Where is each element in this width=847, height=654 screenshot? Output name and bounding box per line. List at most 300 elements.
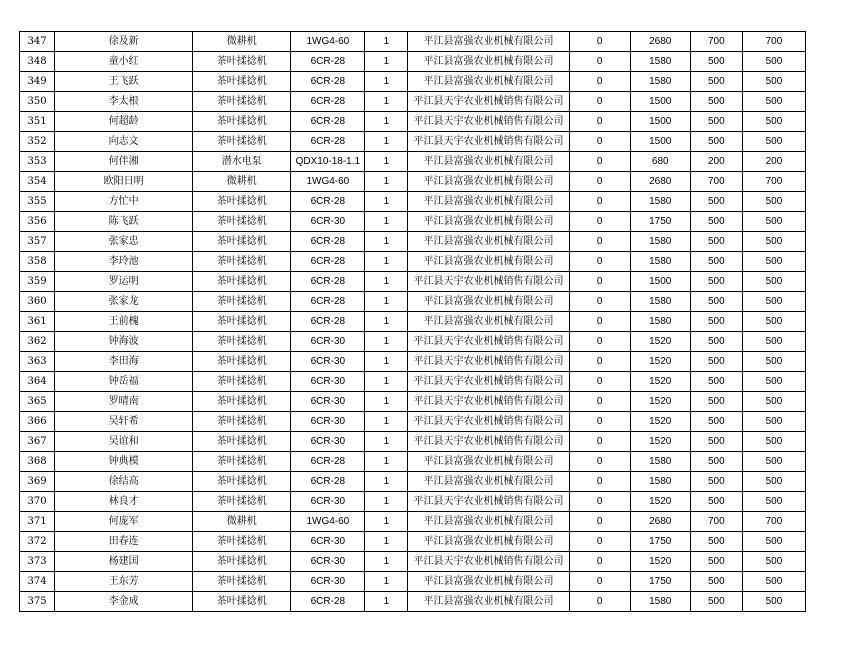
- dealer-cell: 平江县富强农业机械有限公司: [408, 572, 569, 592]
- subsidy-table: [19, 31, 806, 612]
- subsidy-a-cell: 700: [690, 172, 742, 192]
- price-cell: 680: [630, 152, 690, 172]
- quantity-cell: 1: [365, 532, 408, 552]
- model-cell: 1WG4-60: [291, 512, 365, 532]
- table-row: [20, 332, 806, 352]
- quantity-cell: 1: [365, 352, 408, 372]
- price-cell: 1520: [630, 492, 690, 512]
- row-number-cell: 375: [20, 592, 55, 612]
- table-row: [20, 132, 806, 152]
- col-zero-cell: 0: [569, 392, 630, 412]
- farmer-name-cell: 李玲池: [55, 252, 193, 272]
- subsidy-b-cell: 500: [742, 252, 805, 272]
- machine-type-cell: 茶叶揉捻机: [193, 552, 291, 572]
- price-cell: 1520: [630, 352, 690, 372]
- quantity-cell: 1: [365, 392, 408, 412]
- machine-type-cell: 茶叶揉捻机: [193, 572, 291, 592]
- model-cell: 1WG4-60: [291, 32, 365, 52]
- machine-type-cell: 茶叶揉捻机: [193, 592, 291, 612]
- col-zero-cell: 0: [569, 252, 630, 272]
- model-cell: 6CR-28: [291, 252, 365, 272]
- farmer-name-cell: 李金成: [55, 592, 193, 612]
- row-number-cell: 370: [20, 492, 55, 512]
- quantity-cell: 1: [365, 552, 408, 572]
- farmer-name-cell: 陈飞跃: [55, 212, 193, 232]
- model-cell: 6CR-28: [291, 112, 365, 132]
- row-number-cell: 373: [20, 552, 55, 572]
- farmer-name-cell: 徐及新: [55, 32, 193, 52]
- table-row: [20, 232, 806, 252]
- row-number-cell: 349: [20, 72, 55, 92]
- machine-type-cell: 茶叶揉捻机: [193, 212, 291, 232]
- subsidy-a-cell: 500: [690, 252, 742, 272]
- subsidy-b-cell: 500: [742, 192, 805, 212]
- price-cell: 1500: [630, 272, 690, 292]
- col-zero-cell: 0: [569, 312, 630, 332]
- price-cell: 1580: [630, 232, 690, 252]
- price-cell: 1580: [630, 52, 690, 72]
- farmer-name-cell: 吴谊和: [55, 432, 193, 452]
- col-zero-cell: 0: [569, 272, 630, 292]
- model-cell: 6CR-30: [291, 432, 365, 452]
- quantity-cell: 1: [365, 32, 408, 52]
- price-cell: 1580: [630, 292, 690, 312]
- row-number-cell: 355: [20, 192, 55, 212]
- table-row: [20, 32, 806, 52]
- price-cell: 1500: [630, 92, 690, 112]
- machine-type-cell: 微耕机: [193, 32, 291, 52]
- subsidy-a-cell: 200: [690, 152, 742, 172]
- col-zero-cell: 0: [569, 92, 630, 112]
- price-cell: 1520: [630, 552, 690, 572]
- dealer-cell: 平江县天宇农业机械销售有限公司: [408, 552, 569, 572]
- row-number-cell: 364: [20, 372, 55, 392]
- model-cell: 6CR-28: [291, 592, 365, 612]
- row-number-cell: 374: [20, 572, 55, 592]
- dealer-cell: 平江县富强农业机械有限公司: [408, 592, 569, 612]
- row-number-cell: 372: [20, 532, 55, 552]
- price-cell: 1520: [630, 332, 690, 352]
- quantity-cell: 1: [365, 112, 408, 132]
- price-cell: 1500: [630, 132, 690, 152]
- farmer-name-cell: 罗晴南: [55, 392, 193, 412]
- machine-type-cell: 茶叶揉捻机: [193, 452, 291, 472]
- col-zero-cell: 0: [569, 232, 630, 252]
- row-number-cell: 356: [20, 212, 55, 232]
- row-number-cell: 359: [20, 272, 55, 292]
- row-number-cell: 365: [20, 392, 55, 412]
- machine-type-cell: 茶叶揉捻机: [193, 352, 291, 372]
- quantity-cell: 1: [365, 292, 408, 312]
- dealer-cell: 平江县富强农业机械有限公司: [408, 312, 569, 332]
- machine-type-cell: 茶叶揉捻机: [193, 412, 291, 432]
- dealer-cell: 平江县天宇农业机械销售有限公司: [408, 392, 569, 412]
- col-zero-cell: 0: [569, 72, 630, 92]
- price-cell: 1750: [630, 572, 690, 592]
- dealer-cell: 平江县富强农业机械有限公司: [408, 452, 569, 472]
- price-cell: 1580: [630, 72, 690, 92]
- price-cell: 1580: [630, 592, 690, 612]
- model-cell: 6CR-30: [291, 332, 365, 352]
- subsidy-a-cell: 500: [690, 312, 742, 332]
- subsidy-a-cell: 500: [690, 192, 742, 212]
- farmer-name-cell: 田春连: [55, 532, 193, 552]
- price-cell: 1580: [630, 192, 690, 212]
- model-cell: 6CR-30: [291, 532, 365, 552]
- row-number-cell: 360: [20, 292, 55, 312]
- subsidy-a-cell: 700: [690, 512, 742, 532]
- machine-type-cell: 茶叶揉捻机: [193, 492, 291, 512]
- subsidy-b-cell: 500: [742, 532, 805, 552]
- table-row: [20, 392, 806, 412]
- subsidy-b-cell: 700: [742, 512, 805, 532]
- price-cell: 1520: [630, 392, 690, 412]
- farmer-name-cell: 王前槐: [55, 312, 193, 332]
- subsidy-a-cell: 500: [690, 532, 742, 552]
- table-row: [20, 532, 806, 552]
- model-cell: 6CR-28: [291, 272, 365, 292]
- model-cell: 6CR-30: [291, 352, 365, 372]
- table-row: [20, 272, 806, 292]
- subsidy-a-cell: 500: [690, 572, 742, 592]
- table-row: [20, 312, 806, 332]
- dealer-cell: 平江县富强农业机械有限公司: [408, 512, 569, 532]
- quantity-cell: 1: [365, 52, 408, 72]
- subsidy-b-cell: 500: [742, 372, 805, 392]
- model-cell: 6CR-28: [291, 292, 365, 312]
- row-number-cell: 350: [20, 92, 55, 112]
- subsidy-a-cell: 500: [690, 212, 742, 232]
- machine-type-cell: 茶叶揉捻机: [193, 232, 291, 252]
- col-zero-cell: 0: [569, 332, 630, 352]
- row-number-cell: 348: [20, 52, 55, 72]
- machine-type-cell: 茶叶揉捻机: [193, 252, 291, 272]
- col-zero-cell: 0: [569, 592, 630, 612]
- machine-type-cell: 茶叶揉捻机: [193, 292, 291, 312]
- farmer-name-cell: 钟海波: [55, 332, 193, 352]
- subsidy-b-cell: 500: [742, 92, 805, 112]
- quantity-cell: 1: [365, 572, 408, 592]
- price-cell: 2680: [630, 172, 690, 192]
- col-zero-cell: 0: [569, 472, 630, 492]
- table-row: [20, 372, 806, 392]
- dealer-cell: 平江县天宇农业机械销售有限公司: [408, 352, 569, 372]
- row-number-cell: 362: [20, 332, 55, 352]
- subsidy-b-cell: 500: [742, 432, 805, 452]
- col-zero-cell: 0: [569, 452, 630, 472]
- farmer-name-cell: 钟典模: [55, 452, 193, 472]
- subsidy-b-cell: 500: [742, 272, 805, 292]
- farmer-name-cell: 张家忠: [55, 232, 193, 252]
- farmer-name-cell: 欧阳日明: [55, 172, 193, 192]
- row-number-cell: 363: [20, 352, 55, 372]
- price-cell: 1580: [630, 472, 690, 492]
- dealer-cell: 平江县富强农业机械有限公司: [408, 32, 569, 52]
- col-zero-cell: 0: [569, 352, 630, 372]
- table-row: [20, 492, 806, 512]
- table-row: [20, 92, 806, 112]
- quantity-cell: 1: [365, 72, 408, 92]
- subsidy-a-cell: 500: [690, 452, 742, 472]
- subsidy-b-cell: 500: [742, 392, 805, 412]
- farmer-name-cell: 何超龄: [55, 112, 193, 132]
- quantity-cell: 1: [365, 92, 408, 112]
- col-zero-cell: 0: [569, 52, 630, 72]
- dealer-cell: 平江县天宇农业机械销售有限公司: [408, 332, 569, 352]
- quantity-cell: 1: [365, 332, 408, 352]
- price-cell: 1520: [630, 412, 690, 432]
- quantity-cell: 1: [365, 132, 408, 152]
- col-zero-cell: 0: [569, 512, 630, 532]
- farmer-name-cell: 向志文: [55, 132, 193, 152]
- farmer-name-cell: 林良才: [55, 492, 193, 512]
- model-cell: 6CR-28: [291, 452, 365, 472]
- table-row: [20, 592, 806, 612]
- subsidy-a-cell: 500: [690, 112, 742, 132]
- row-number-cell: 371: [20, 512, 55, 532]
- table-row: [20, 512, 806, 532]
- model-cell: QDX10-18-1.1: [291, 152, 365, 172]
- subsidy-a-cell: 500: [690, 552, 742, 572]
- subsidy-a-cell: 500: [690, 292, 742, 312]
- row-number-cell: 357: [20, 232, 55, 252]
- model-cell: 1WG4-60: [291, 172, 365, 192]
- price-cell: 1520: [630, 432, 690, 452]
- table-row: [20, 72, 806, 92]
- farmer-name-cell: 何庞军: [55, 512, 193, 532]
- dealer-cell: 平江县富强农业机械有限公司: [408, 252, 569, 272]
- farmer-name-cell: 王飞跃: [55, 72, 193, 92]
- subsidy-a-cell: 500: [690, 432, 742, 452]
- col-zero-cell: 0: [569, 372, 630, 392]
- quantity-cell: 1: [365, 272, 408, 292]
- row-number-cell: 361: [20, 312, 55, 332]
- model-cell: 6CR-30: [291, 492, 365, 512]
- machine-type-cell: 茶叶揉捻机: [193, 372, 291, 392]
- row-number-cell: 354: [20, 172, 55, 192]
- table-row: [20, 432, 806, 452]
- table-body: [20, 32, 806, 612]
- dealer-cell: 平江县富强农业机械有限公司: [408, 152, 569, 172]
- col-zero-cell: 0: [569, 32, 630, 52]
- dealer-cell: 平江县富强农业机械有限公司: [408, 52, 569, 72]
- quantity-cell: 1: [365, 172, 408, 192]
- model-cell: 6CR-28: [291, 72, 365, 92]
- table-row: [20, 352, 806, 372]
- row-number-cell: 353: [20, 152, 55, 172]
- subsidy-b-cell: 500: [742, 212, 805, 232]
- machine-type-cell: 潜水电泵: [193, 152, 291, 172]
- price-cell: 1580: [630, 252, 690, 272]
- machine-type-cell: 微耕机: [193, 512, 291, 532]
- subsidy-a-cell: 500: [690, 392, 742, 412]
- dealer-cell: 平江县天宇农业机械销售有限公司: [408, 412, 569, 432]
- quantity-cell: 1: [365, 412, 408, 432]
- machine-type-cell: 茶叶揉捻机: [193, 332, 291, 352]
- farmer-name-cell: 杨建国: [55, 552, 193, 572]
- table-row: [20, 192, 806, 212]
- row-number-cell: 368: [20, 452, 55, 472]
- price-cell: 2680: [630, 512, 690, 532]
- table-row: [20, 572, 806, 592]
- dealer-cell: 平江县富强农业机械有限公司: [408, 532, 569, 552]
- row-number-cell: 358: [20, 252, 55, 272]
- price-cell: 2680: [630, 32, 690, 52]
- model-cell: 6CR-28: [291, 472, 365, 492]
- row-number-cell: 347: [20, 32, 55, 52]
- subsidy-b-cell: 500: [742, 572, 805, 592]
- model-cell: 6CR-28: [291, 92, 365, 112]
- subsidy-a-cell: 700: [690, 32, 742, 52]
- model-cell: 6CR-30: [291, 372, 365, 392]
- dealer-cell: 平江县富强农业机械有限公司: [408, 292, 569, 312]
- table-row: [20, 172, 806, 192]
- subsidy-a-cell: 500: [690, 352, 742, 372]
- price-cell: 1750: [630, 532, 690, 552]
- col-zero-cell: 0: [569, 152, 630, 172]
- table-row: [20, 412, 806, 432]
- col-zero-cell: 0: [569, 192, 630, 212]
- model-cell: 6CR-28: [291, 52, 365, 72]
- farmer-name-cell: 罗运明: [55, 272, 193, 292]
- subsidy-b-cell: 500: [742, 472, 805, 492]
- subsidy-b-cell: 500: [742, 332, 805, 352]
- model-cell: 6CR-28: [291, 132, 365, 152]
- col-zero-cell: 0: [569, 412, 630, 432]
- col-zero-cell: 0: [569, 492, 630, 512]
- subsidy-b-cell: 500: [742, 352, 805, 372]
- table-row: [20, 212, 806, 232]
- col-zero-cell: 0: [569, 532, 630, 552]
- quantity-cell: 1: [365, 312, 408, 332]
- farmer-name-cell: 何伴湘: [55, 152, 193, 172]
- table-row: [20, 52, 806, 72]
- subsidy-a-cell: 500: [690, 52, 742, 72]
- dealer-cell: 平江县天宇农业机械销售有限公司: [408, 92, 569, 112]
- machine-type-cell: 茶叶揉捻机: [193, 432, 291, 452]
- machine-type-cell: 茶叶揉捻机: [193, 52, 291, 72]
- col-zero-cell: 0: [569, 132, 630, 152]
- row-number-cell: 366: [20, 412, 55, 432]
- model-cell: 6CR-30: [291, 212, 365, 232]
- price-cell: 1580: [630, 312, 690, 332]
- farmer-name-cell: 吴轩希: [55, 412, 193, 432]
- subsidy-b-cell: 500: [742, 52, 805, 72]
- subsidy-b-cell: 500: [742, 72, 805, 92]
- subsidy-a-cell: 500: [690, 372, 742, 392]
- machine-type-cell: 茶叶揉捻机: [193, 312, 291, 332]
- table-row: [20, 112, 806, 132]
- model-cell: 6CR-30: [291, 392, 365, 412]
- machine-type-cell: 茶叶揉捻机: [193, 532, 291, 552]
- price-cell: 1750: [630, 212, 690, 232]
- table-row: [20, 252, 806, 272]
- quantity-cell: 1: [365, 492, 408, 512]
- subsidy-b-cell: 500: [742, 452, 805, 472]
- subsidy-a-cell: 500: [690, 472, 742, 492]
- subsidy-a-cell: 500: [690, 492, 742, 512]
- row-number-cell: 352: [20, 132, 55, 152]
- subsidy-b-cell: 200: [742, 152, 805, 172]
- table-row: [20, 292, 806, 312]
- row-number-cell: 369: [20, 472, 55, 492]
- quantity-cell: 1: [365, 192, 408, 212]
- model-cell: 6CR-28: [291, 232, 365, 252]
- quantity-cell: 1: [365, 152, 408, 172]
- dealer-cell: 平江县富强农业机械有限公司: [408, 212, 569, 232]
- col-zero-cell: 0: [569, 172, 630, 192]
- machine-type-cell: 茶叶揉捻机: [193, 192, 291, 212]
- quantity-cell: 1: [365, 432, 408, 452]
- machine-type-cell: 茶叶揉捻机: [193, 132, 291, 152]
- machine-type-cell: 茶叶揉捻机: [193, 392, 291, 412]
- dealer-cell: 平江县天宇农业机械销售有限公司: [408, 492, 569, 512]
- quantity-cell: 1: [365, 472, 408, 492]
- machine-type-cell: 茶叶揉捻机: [193, 112, 291, 132]
- dealer-cell: 平江县天宇农业机械销售有限公司: [408, 112, 569, 132]
- price-cell: 1520: [630, 372, 690, 392]
- subsidy-b-cell: 700: [742, 32, 805, 52]
- col-zero-cell: 0: [569, 572, 630, 592]
- dealer-cell: 平江县富强农业机械有限公司: [408, 192, 569, 212]
- farmer-name-cell: 张家龙: [55, 292, 193, 312]
- row-number-cell: 367: [20, 432, 55, 452]
- dealer-cell: 平江县天宇农业机械销售有限公司: [408, 372, 569, 392]
- subsidy-b-cell: 500: [742, 592, 805, 612]
- model-cell: 6CR-28: [291, 312, 365, 332]
- model-cell: 6CR-30: [291, 552, 365, 572]
- table-row: [20, 152, 806, 172]
- table-row: [20, 472, 806, 492]
- quantity-cell: 1: [365, 232, 408, 252]
- machine-type-cell: 茶叶揉捻机: [193, 472, 291, 492]
- subsidy-a-cell: 500: [690, 412, 742, 432]
- subsidy-b-cell: 500: [742, 132, 805, 152]
- model-cell: 6CR-28: [291, 192, 365, 212]
- quantity-cell: 1: [365, 212, 408, 232]
- subsidy-b-cell: 700: [742, 172, 805, 192]
- machine-type-cell: 茶叶揉捻机: [193, 92, 291, 112]
- machine-type-cell: 茶叶揉捻机: [193, 272, 291, 292]
- machine-type-cell: 茶叶揉捻机: [193, 72, 291, 92]
- dealer-cell: 平江县富强农业机械有限公司: [408, 472, 569, 492]
- dealer-cell: 平江县天宇农业机械销售有限公司: [408, 272, 569, 292]
- farmer-name-cell: 钟岳福: [55, 372, 193, 392]
- dealer-cell: 平江县富强农业机械有限公司: [408, 232, 569, 252]
- farmer-name-cell: 童小红: [55, 52, 193, 72]
- subsidy-a-cell: 500: [690, 592, 742, 612]
- col-zero-cell: 0: [569, 212, 630, 232]
- quantity-cell: 1: [365, 592, 408, 612]
- model-cell: 6CR-30: [291, 572, 365, 592]
- quantity-cell: 1: [365, 512, 408, 532]
- subsidy-b-cell: 500: [742, 312, 805, 332]
- subsidy-b-cell: 500: [742, 552, 805, 572]
- col-zero-cell: 0: [569, 552, 630, 572]
- subsidy-a-cell: 500: [690, 332, 742, 352]
- farmer-name-cell: 方忙中: [55, 192, 193, 212]
- subsidy-b-cell: 500: [742, 232, 805, 252]
- farmer-name-cell: 徐结高: [55, 472, 193, 492]
- col-zero-cell: 0: [569, 432, 630, 452]
- subsidy-a-cell: 500: [690, 92, 742, 112]
- model-cell: 6CR-30: [291, 412, 365, 432]
- subsidy-a-cell: 500: [690, 72, 742, 92]
- price-cell: 1500: [630, 112, 690, 132]
- quantity-cell: 1: [365, 372, 408, 392]
- subsidy-b-cell: 500: [742, 112, 805, 132]
- subsidy-b-cell: 500: [742, 412, 805, 432]
